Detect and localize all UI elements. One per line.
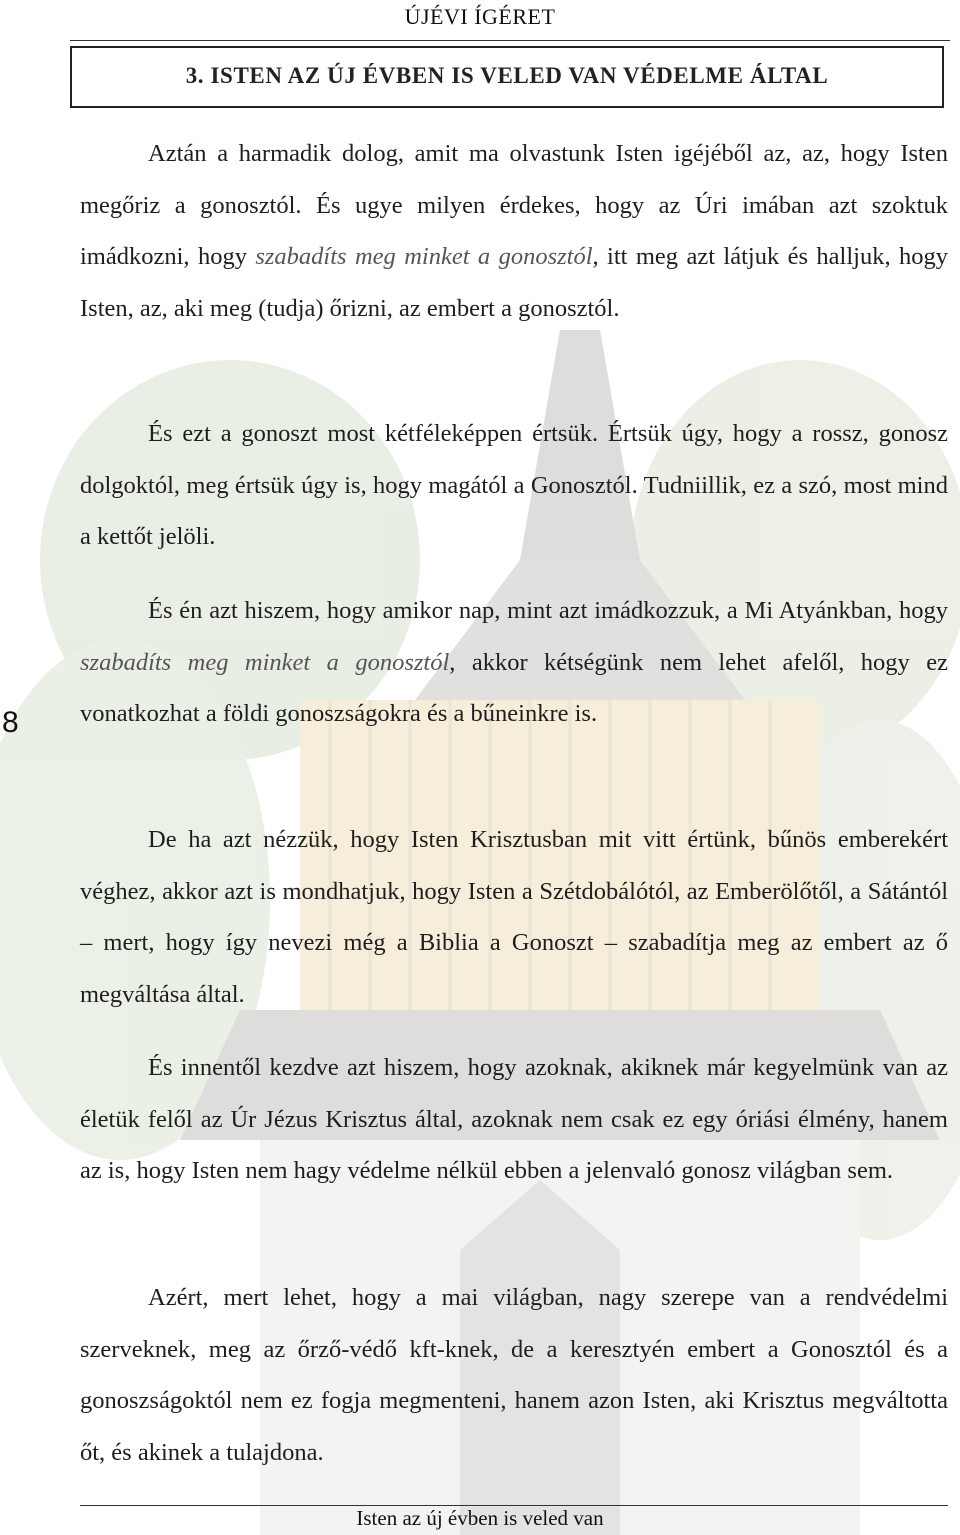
paragraph-3-text-after: , akkor kétségünk nem lehet afelől, hogy ez vonatkozhat a földi gonoszságokra és a bűneinkre is. [80, 648, 948, 728]
paragraph-1-text-after: , itt meg azt látjuk és halljuk, hogy Isten, az, aki meg (tudja) őrizni, az embert a gonosztól. [80, 243, 949, 322]
paragraph-4 [80, 814, 948, 1020]
section-title: 3. ISTEN AZ ÚJ ÉVBEN IS VELED VAN VÉDELME ÁLTAL [185, 63, 829, 88]
running-footer-title: Isten az új évben is veled van [356, 1506, 604, 1530]
header-rule [70, 40, 950, 41]
paragraph-6-text: Azért, mert lehet, hogy a mai világban, nagy szerepe van a rendvédelmi szerveknek, meg az őrző-védő kft-knek, de a keresztyén embert a Gonosztól és a gonoszságoktól nem ez fogja megmenteni, hanem azon Isten, aki Krisztus megváltotta őt, és akinek a tulajdona. [80, 1284, 948, 1466]
page-number: 8 [2, 706, 19, 739]
paragraph-2 [80, 408, 948, 563]
paragraph-3-emphasis: szabadíts meg minket a gonosztól [80, 648, 450, 676]
paragraph-3 [80, 585, 948, 740]
paragraph-5-text: És innentől kezdve azt hiszem, hogy azoknak, akiknek már kegyelmünk van az életük felől az Úr Jézus Krisztus által, azoknak nem csak ez egy óriási élmény, hanem az is, hogy Isten nem hagy védelme nélkül ebben a jelenvaló gonosz világban sem. [80, 1054, 948, 1185]
paragraph-1-text-before: Aztán a harmadik dolog, amit ma olvastunk Isten igéjéből az, az, hogy Isten megőriz a gonosztól. És ugye milyen érdekes, hogy az Úri imában azt szoktuk imádkozni, hogy [80, 140, 948, 271]
paragraph-5 [80, 1042, 948, 1197]
section-title-box [70, 46, 944, 108]
paragraph-3-text-before: És én azt hiszem, hogy amikor nap, mint azt imádkozzuk, a Mi Atyánkban, hogy [148, 597, 948, 624]
paragraph-2-text: És ezt a gonoszt most kétféleképpen értsük. Értsük úgy, hogy a rossz, gonosz dolgoktól, meg értsük úgy is, hogy magától a Gonosztól. Tudniillik, ez a szó, most mind a kettőt jelöli. [80, 420, 948, 551]
paragraph-1-emphasis: szabadíts meg minket a gonosztól [255, 243, 593, 271]
paragraph-4-text: De ha azt nézzük, hogy Isten Krisztusban mit vitt értünk, bűnös emberekért véghez, akkor azt is mondhatjuk, hogy Isten a Szétdobálótól, az Emberölőtől, a Sátántól – mert, hogy így nevezi még a Biblia a Gonoszt – szabadítja meg az embert az ő megváltása által. [80, 826, 948, 1008]
paragraph-6 [80, 1272, 948, 1478]
paragraph-1 [80, 128, 948, 334]
running-header-title: ÚJÉVI ÍGÉRET [404, 4, 556, 29]
